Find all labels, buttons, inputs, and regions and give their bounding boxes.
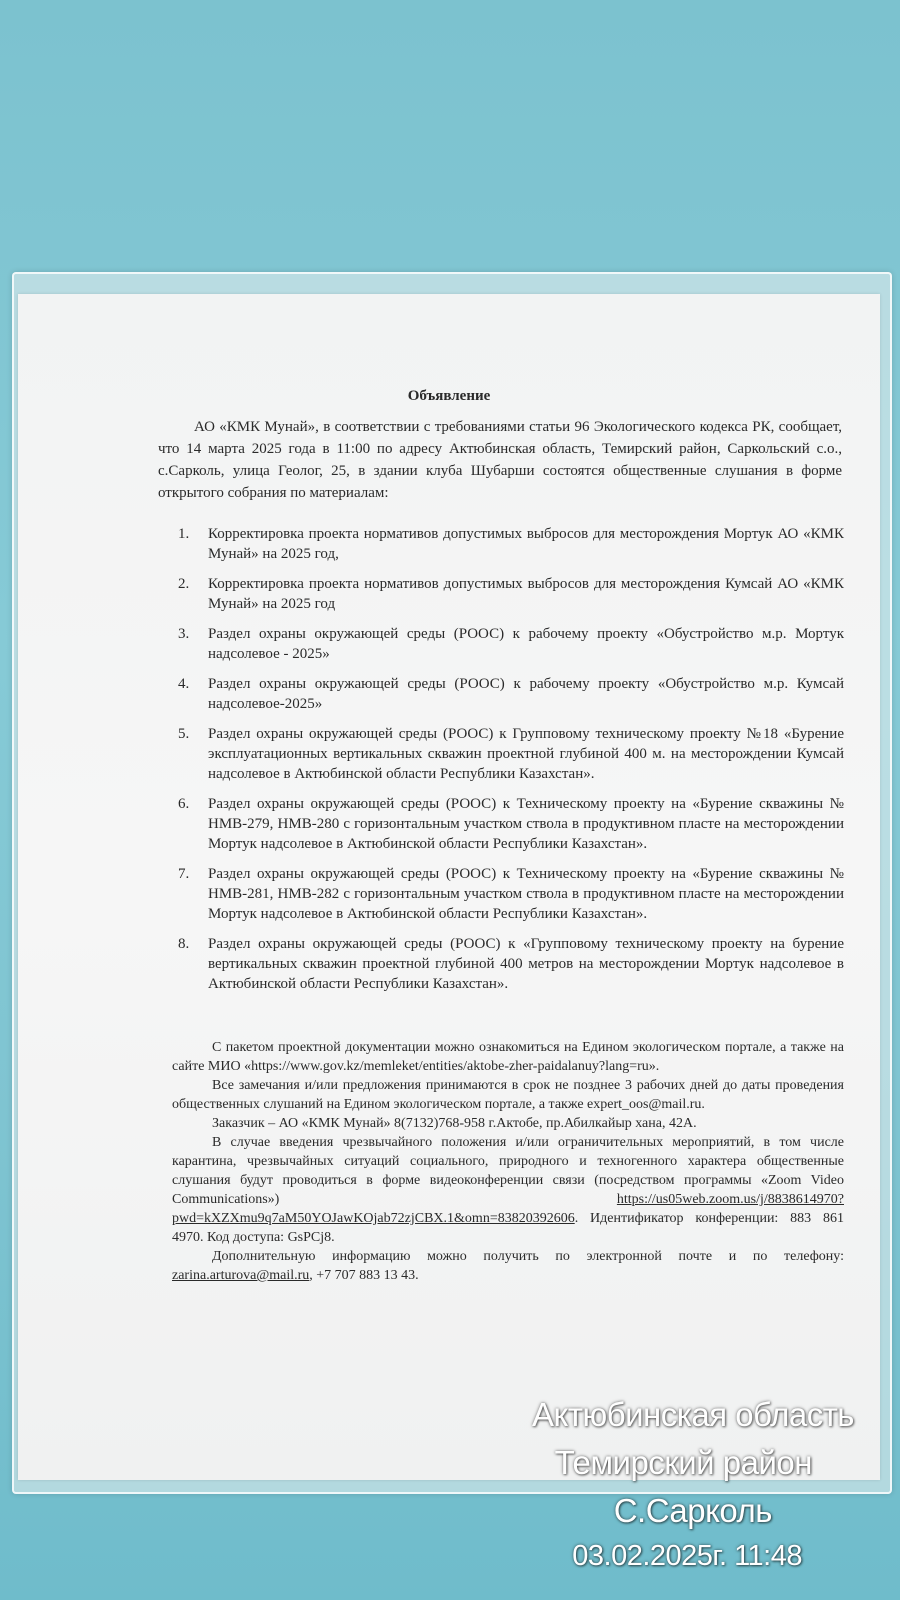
list-item bbox=[178, 524, 844, 564]
notice-sheet bbox=[18, 294, 880, 1480]
notice-title: Объявление bbox=[407, 388, 491, 404]
stamp-datetime: 03.02.2025г. 11:48 bbox=[572, 1540, 802, 1572]
item-number: 4. bbox=[178, 676, 190, 692]
item-number: 2. bbox=[178, 576, 190, 592]
list-item bbox=[178, 674, 844, 714]
item-text: Корректировка проекта нормативов допустимых выбросов для месторождения Мортук АО «КМК Мунай» на 2025 год, bbox=[208, 526, 844, 562]
remarks-paragraph: Все замечания и/или предложения принимаются в срок не позднее 3 рабочих дней до даты проведения общественных слушаний на Едином экологическом портале, а также expert_oos@mail.ru. bbox=[172, 1078, 844, 1112]
item-number: 3. bbox=[178, 626, 190, 642]
materials-list bbox=[178, 524, 844, 1004]
item-text: Раздел охраны окружающей среды (РООС) к рабочему проекту «Обустройство м.р. Кумсай надсолевое-2025» bbox=[208, 676, 844, 712]
list-item bbox=[178, 574, 844, 614]
zoom-info: . Идентификатор конференции: 883 861 4970. Код доступа: GsPCj8. bbox=[172, 1211, 844, 1245]
list-item bbox=[178, 794, 844, 854]
item-text: Раздел охраны окружающей среды (РООС) к «Групповому техническому проекту на бурение вертикальных скважин проектной глубиной 400 метров на месторождении Мортук надсолевое в Актюбинской области Республики Казахстан». bbox=[208, 936, 844, 992]
item-text: Раздел охраны окружающей среды (РООС) к Техническому проекту на «Бурение скважины № НМВ-279, НМВ-280 с горизонтальным участком ствола в продуктивном пласте на месторождении Мортук надсолевое в Актюбинской области Республики Казахстан». bbox=[208, 796, 844, 852]
item-text: Раздел охраны окружающей среды (РООС) к Техническому проекту на «Бурение скважины № НМВ-281, НМВ-282 с горизонтальным участком ствола в продуктивном пласте на месторождении Мортук надсолевое в Актюбинской области Республики Казахстан». bbox=[208, 866, 844, 922]
docs-paragraph: С пакетом проектной документации можно ознакомиться на Едином экологическом портале, а также на сайте МИО «https://www.gov.kz/memleket/entities/aktobe-zher-paidalanuy?lang=ru». bbox=[172, 1040, 844, 1074]
list-item bbox=[178, 624, 844, 664]
contact-text: Дополнительную информацию можно получить по электронной почте и по телефону: bbox=[212, 1249, 844, 1264]
intro-paragraph: АО «КМК Мунай», в соответствии с требованиями статьи 96 Экологического кодекса РК, сообщает, что 14 марта 2025 года в 11:00 по адресу Актюбинская область, Темирский район, Саркольский с.о., с.Сарколь, улица Геолог, 25, в здании клуба Шубарши состоятся общественные слушания в форме открытого собрания по материалам: bbox=[158, 419, 842, 501]
stamp-village: С.Сарколь bbox=[613, 1492, 772, 1529]
list-item bbox=[178, 864, 844, 924]
item-number: 8. bbox=[178, 936, 190, 952]
item-text: Раздел охраны окружающей среды (РООС) к Групповому техническому проекту №18 «Бурение эксплуатационных вертикальных скважин проектной глубиной 400 м. на месторождении Кумсай надсолевое в Актюбинской области Республики Казахстан». bbox=[208, 726, 844, 782]
item-number: 1. bbox=[178, 526, 190, 542]
contact-email: zarina.arturova@mail.ru bbox=[172, 1268, 310, 1283]
list-item bbox=[178, 934, 844, 994]
emergency-text: В случае введения чрезвычайного положения и/или ограничительных мероприятий, в том числе карантина, чрезвычайных ситуаций социального, природного и техногенного характера общественные слушания будут проводиться в форме видеоконференции связи (посредством программы «Zoom Video Communications») bbox=[172, 1135, 844, 1207]
item-number: 7. bbox=[178, 866, 190, 882]
item-number: 6. bbox=[178, 796, 190, 812]
item-number: 5. bbox=[178, 726, 190, 742]
stamp-region: Актюбинская область bbox=[532, 1396, 854, 1433]
item-text: Корректировка проекта нормативов допустимых выбросов для месторождения Кумсай АО «КМК Мунай» на 2025 год bbox=[208, 576, 844, 612]
contact-phone: , +7 707 883 13 43. bbox=[309, 1268, 419, 1283]
customer-paragraph: Заказчик – АО «КМК Мунай» 8(7132)768-958 г.Актобе, пр.Абилкайыр хана, 42А. bbox=[212, 1116, 697, 1131]
stamp-district: Темирский район bbox=[554, 1444, 812, 1481]
zoom-link: https://us05web.zoom.us/j/8838614970?pwd=kXZXmu9q7aM50YOJawKOjab72zjCBX.1&omn=83820392606 bbox=[172, 1192, 844, 1226]
list-item bbox=[178, 724, 844, 784]
contact-paragraph bbox=[172, 1247, 844, 1285]
item-text: Раздел охраны окружающей среды (РООС) к рабочему проекту «Обустройство м.р. Мортук надсолевое - 2025» bbox=[208, 626, 844, 662]
notice-footer bbox=[172, 1038, 844, 1285]
emergency-paragraph bbox=[172, 1133, 844, 1247]
